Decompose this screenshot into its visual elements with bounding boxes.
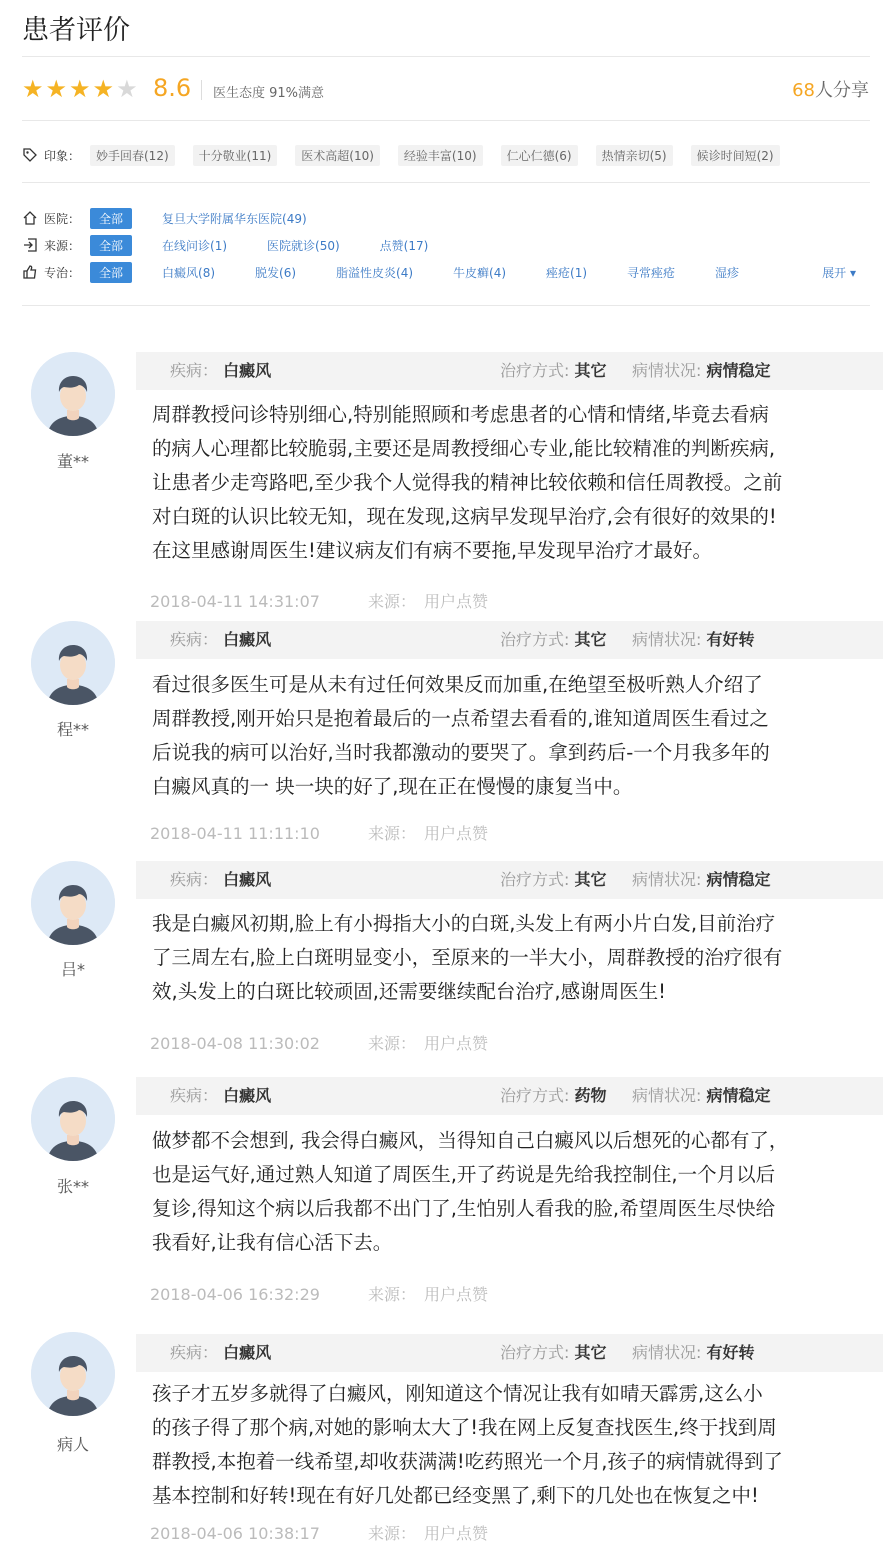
specialty-filter-option[interactable]: 寻常痤疮: [627, 265, 676, 280]
review-footer: [150, 1282, 488, 1305]
home-icon: [22, 210, 38, 226]
review-text: [152, 1124, 872, 1260]
divider: [22, 120, 870, 121]
review-footer: [150, 589, 488, 612]
source-filter-label: 来源：: [44, 238, 81, 253]
source-filter-option[interactable]: 点赞(17): [379, 238, 429, 253]
disease-label: 疾病：: [170, 1086, 219, 1105]
review-disease: [170, 861, 271, 899]
status-label: 病情状况:: [632, 630, 702, 649]
source-label: 来源：: [367, 592, 416, 611]
divider: [22, 305, 870, 306]
status-value: 病情稳定: [706, 870, 771, 889]
source-filter-option[interactable]: 在线问诊(1): [162, 238, 228, 253]
hospital-filter-label: 医院：: [44, 211, 81, 226]
review-text-line: 白癜风真的一 块一块的好了,现在正在慢慢的康复当中。: [152, 775, 633, 798]
source-value: 用户点赞: [423, 1034, 488, 1053]
avatar: [31, 1332, 115, 1416]
review-text-line: 周群教授问诊特别细心,特别能照顾和考虑患者的心情和情绪,毕竟去看病: [152, 403, 769, 426]
review-text-line: 基本控制和好转!现在有好几处都已经变黑了,剩下的几处也在恢复之中!: [152, 1484, 759, 1507]
review-text-line: 孩子才五岁多就得了白癜风，刚知道这个情况让我有如晴天霹雳,这么小: [152, 1382, 763, 1405]
review-disease: [170, 1077, 271, 1115]
avatar: [31, 861, 115, 945]
source-filter-option[interactable]: 医院就诊(50): [267, 238, 340, 253]
treatment-value: 药物: [574, 1086, 607, 1105]
review-status: [632, 1334, 755, 1372]
status-value: 有好转: [706, 1343, 755, 1362]
reviewer-name: 程**: [56, 720, 89, 739]
user-avatar-icon: [31, 1332, 115, 1416]
review-text: [152, 398, 872, 568]
review-text-line: 看过很多医生可是从未有过任何效果反而加重,在绝望至极听熟人介绍了: [152, 673, 763, 696]
review-text-line: 了三周左右,脸上白斑明显变小，至原来的一半大小，周群教授的治疗很有: [152, 946, 783, 969]
star-icon: ★: [45, 75, 68, 103]
treatment-label: 治疗方式:: [500, 630, 570, 649]
review-text-line: 复诊,得知这个病以后我都不出门了,生怕别人看我的脸,希望周医生尽快给: [152, 1197, 776, 1220]
source-value: 用户点赞: [423, 592, 488, 611]
share-suffix: 人分享: [815, 80, 869, 101]
review-text-line: 的病人心理都比较脆弱,主要还是周教授细心专业,能比较精准的判断疾病,: [152, 437, 776, 460]
review-date: 2018-04-06 10:38:17: [150, 1524, 320, 1543]
review-meta-bar: [136, 1077, 883, 1115]
rating-stars: [22, 76, 138, 102]
specialty-filter-option[interactable]: 白癜风(8): [162, 265, 216, 280]
review-date: 2018-04-11 14:31:07: [150, 592, 320, 611]
status-label: 病情状况:: [632, 1343, 702, 1362]
reviewer-name: 董**: [56, 452, 89, 471]
review-disease: [170, 1334, 271, 1372]
specialty-filter-label: 专治：: [44, 265, 81, 280]
review-meta-bar: [136, 861, 883, 899]
source-label: 来源：: [367, 1285, 416, 1304]
review-text-line: 在这里感谢周医生!建议病友们有病不要拖,早发现早治疗才最好。: [152, 539, 713, 562]
star-icon: ★: [69, 75, 91, 103]
disease-value: 白癜风: [223, 1343, 272, 1362]
status-value: 病情稳定: [706, 1086, 771, 1105]
review-disease: [170, 621, 271, 659]
impression-tag[interactable]: 热情亲切(5): [596, 145, 673, 166]
treatment-value: 其它: [574, 361, 607, 380]
user-avatar-icon: [31, 1077, 115, 1161]
page-title: 患者评价: [22, 15, 130, 46]
review-meta-bar: [136, 621, 883, 659]
impression-tag[interactable]: 经验丰富(10): [398, 145, 483, 166]
review-text-line: 我看好,让我有信心活下去。: [152, 1231, 393, 1254]
share-count[interactable]: [792, 76, 869, 102]
treatment-value: 其它: [574, 630, 607, 649]
source-value: 用户点赞: [423, 824, 488, 843]
status-value: 有好转: [706, 630, 755, 649]
status-label: 病情状况:: [632, 1086, 702, 1105]
review-treatment: [500, 352, 607, 390]
hospital-filter-all-button[interactable]: 全部: [90, 208, 132, 229]
star-icon: ★: [92, 75, 115, 103]
impression-tag[interactable]: 妙手回春(12): [90, 145, 175, 166]
source-filter-row: [22, 235, 428, 255]
login-icon: [22, 237, 38, 253]
expand-button[interactable]: [822, 264, 856, 281]
review-status: [632, 861, 771, 899]
avatar: [31, 352, 115, 436]
specialty-filter-option[interactable]: 牛皮癣(4): [453, 265, 507, 280]
rating-score: 8.6: [153, 74, 192, 102]
review-treatment: [500, 1334, 607, 1372]
specialty-filter-option[interactable]: 脱发(6): [255, 265, 297, 280]
disease-value: 白癜风: [223, 870, 272, 889]
source-value: 用户点赞: [423, 1285, 488, 1304]
source-value: 用户点赞: [423, 1524, 488, 1543]
review-status: [632, 621, 755, 659]
disease-label: 疾病：: [170, 1343, 219, 1362]
attitude-satisfaction: 医生态度 91%满意: [213, 86, 325, 101]
treatment-label: 治疗方式:: [500, 870, 570, 889]
review-footer: [150, 821, 488, 844]
review-treatment: [500, 861, 607, 899]
source-label: 来源：: [367, 1524, 416, 1543]
specialty-filter-option[interactable]: 脂溢性皮炎(4): [336, 265, 414, 280]
disease-value: 白癜风: [223, 630, 272, 649]
user-avatar-icon: [31, 621, 115, 705]
source-label: 来源：: [367, 1034, 416, 1053]
review-text-line: 后说我的病可以治好,当时我都激动的要哭了。拿到药后-一个月我多年的: [152, 741, 770, 764]
star-empty-icon: ★: [116, 75, 138, 103]
review-date: 2018-04-06 16:32:29: [150, 1285, 320, 1304]
review-text-line: 让患者少走弯路吧,至少我个人觉得我的精神比较依赖和信任周教授。之前: [152, 471, 783, 494]
review-text-line: 的孩子得了那个病,对她的影响太大了!我在网上反复查找医生,终于找到周: [152, 1416, 777, 1439]
review-text-line: 周群教授,刚开始只是抱着最后的一点希望去看看的,谁知道周医生看过之: [152, 707, 769, 730]
thumbs-up-icon: [22, 264, 38, 280]
reviewer-name: 吕*: [60, 960, 85, 979]
reviewer-name: 张**: [56, 1177, 89, 1196]
avatar: [31, 1077, 115, 1161]
user-avatar-icon: [31, 352, 115, 436]
specialty-filter-row: [22, 262, 870, 282]
specialty-filter-option[interactable]: 痤疮(1): [546, 265, 588, 280]
star-icon: ★: [22, 75, 44, 103]
divider: [22, 56, 870, 57]
review-text-line: 效,头发上的白斑比较顽固,还需要继续配台治疗,感谢周医生!: [152, 980, 666, 1003]
disease-value: 白癜风: [223, 1086, 272, 1105]
review-date: 2018-04-08 11:30:02: [150, 1034, 320, 1053]
avatar: [31, 621, 115, 705]
review-meta-bar: [136, 352, 883, 390]
expand-label: 展开: [822, 265, 847, 280]
share-number: 68: [792, 80, 815, 101]
source-filter-all-button[interactable]: 全部: [90, 235, 132, 256]
review-status: [632, 1077, 771, 1115]
review-treatment: [500, 621, 607, 659]
disease-label: 疾病：: [170, 361, 219, 380]
review-text-line: 我是白癜风初期,脸上有小拇指大小的白斑,头发上有两小片白发,目前治疗: [152, 912, 776, 935]
hospital-filter-option[interactable]: 复旦大学附属华东医院(49): [162, 211, 307, 226]
treatment-value: 其它: [574, 1343, 607, 1362]
impression-tag[interactable]: 仁心仁德(6): [501, 145, 578, 166]
review-text: [152, 1377, 872, 1513]
impression-tag[interactable]: 医术高超(10): [295, 145, 380, 166]
disease-value: 白癜风: [223, 361, 272, 380]
divider: [201, 80, 202, 100]
review-text-line: 群教授,本抱着一线希望,却收获满满!吃药照光一个月,孩子的病情就得到了: [152, 1450, 783, 1473]
review-text-line: 也是运气好,通过熟人知道了周医生,开了药说是先给我控制住,一个月以后: [152, 1163, 776, 1186]
review-text: [152, 907, 872, 1009]
status-value: 病情稳定: [706, 361, 771, 380]
impression-tag[interactable]: 候诊时间短(2): [691, 145, 780, 166]
disease-label: 疾病：: [170, 630, 219, 649]
review-footer: [150, 1031, 488, 1054]
specialty-filter-option[interactable]: 湿疹: [715, 265, 740, 280]
review-text-line: 对白斑的认识比较无知，现在发现,这病早发现早治疗,会有很好的效果的!: [152, 505, 777, 528]
treatment-value: 其它: [574, 870, 607, 889]
review-footer: [150, 1521, 488, 1544]
impression-row: [22, 145, 798, 165]
treatment-label: 治疗方式:: [500, 1343, 570, 1362]
specialty-filter-all-button[interactable]: 全部: [90, 262, 132, 283]
disease-label: 疾病：: [170, 870, 219, 889]
status-label: 病情状况:: [632, 870, 702, 889]
review-status: [632, 352, 771, 390]
review-treatment: [500, 1077, 607, 1115]
tag-icon: [22, 147, 38, 163]
treatment-label: 治疗方式:: [500, 1086, 570, 1105]
user-avatar-icon: [31, 861, 115, 945]
reviewer-name: 病人: [56, 1435, 89, 1454]
review-text: [152, 668, 872, 804]
review-date: 2018-04-11 11:11:10: [150, 824, 320, 843]
hospital-filter-row: [22, 208, 307, 228]
review-meta-bar: [136, 1334, 883, 1372]
caret-down-icon: ▾: [849, 265, 856, 280]
status-label: 病情状况:: [632, 361, 702, 380]
impression-label: 印象：: [44, 148, 81, 163]
treatment-label: 治疗方式:: [500, 361, 570, 380]
divider: [22, 182, 870, 183]
source-label: 来源：: [367, 824, 416, 843]
review-disease: [170, 352, 271, 390]
review-text-line: 做梦都不会想到, 我会得白癜风，当得知自己白癜风以后想死的心都有了，: [152, 1129, 789, 1152]
impression-tag[interactable]: 十分敬业(11): [193, 145, 278, 166]
